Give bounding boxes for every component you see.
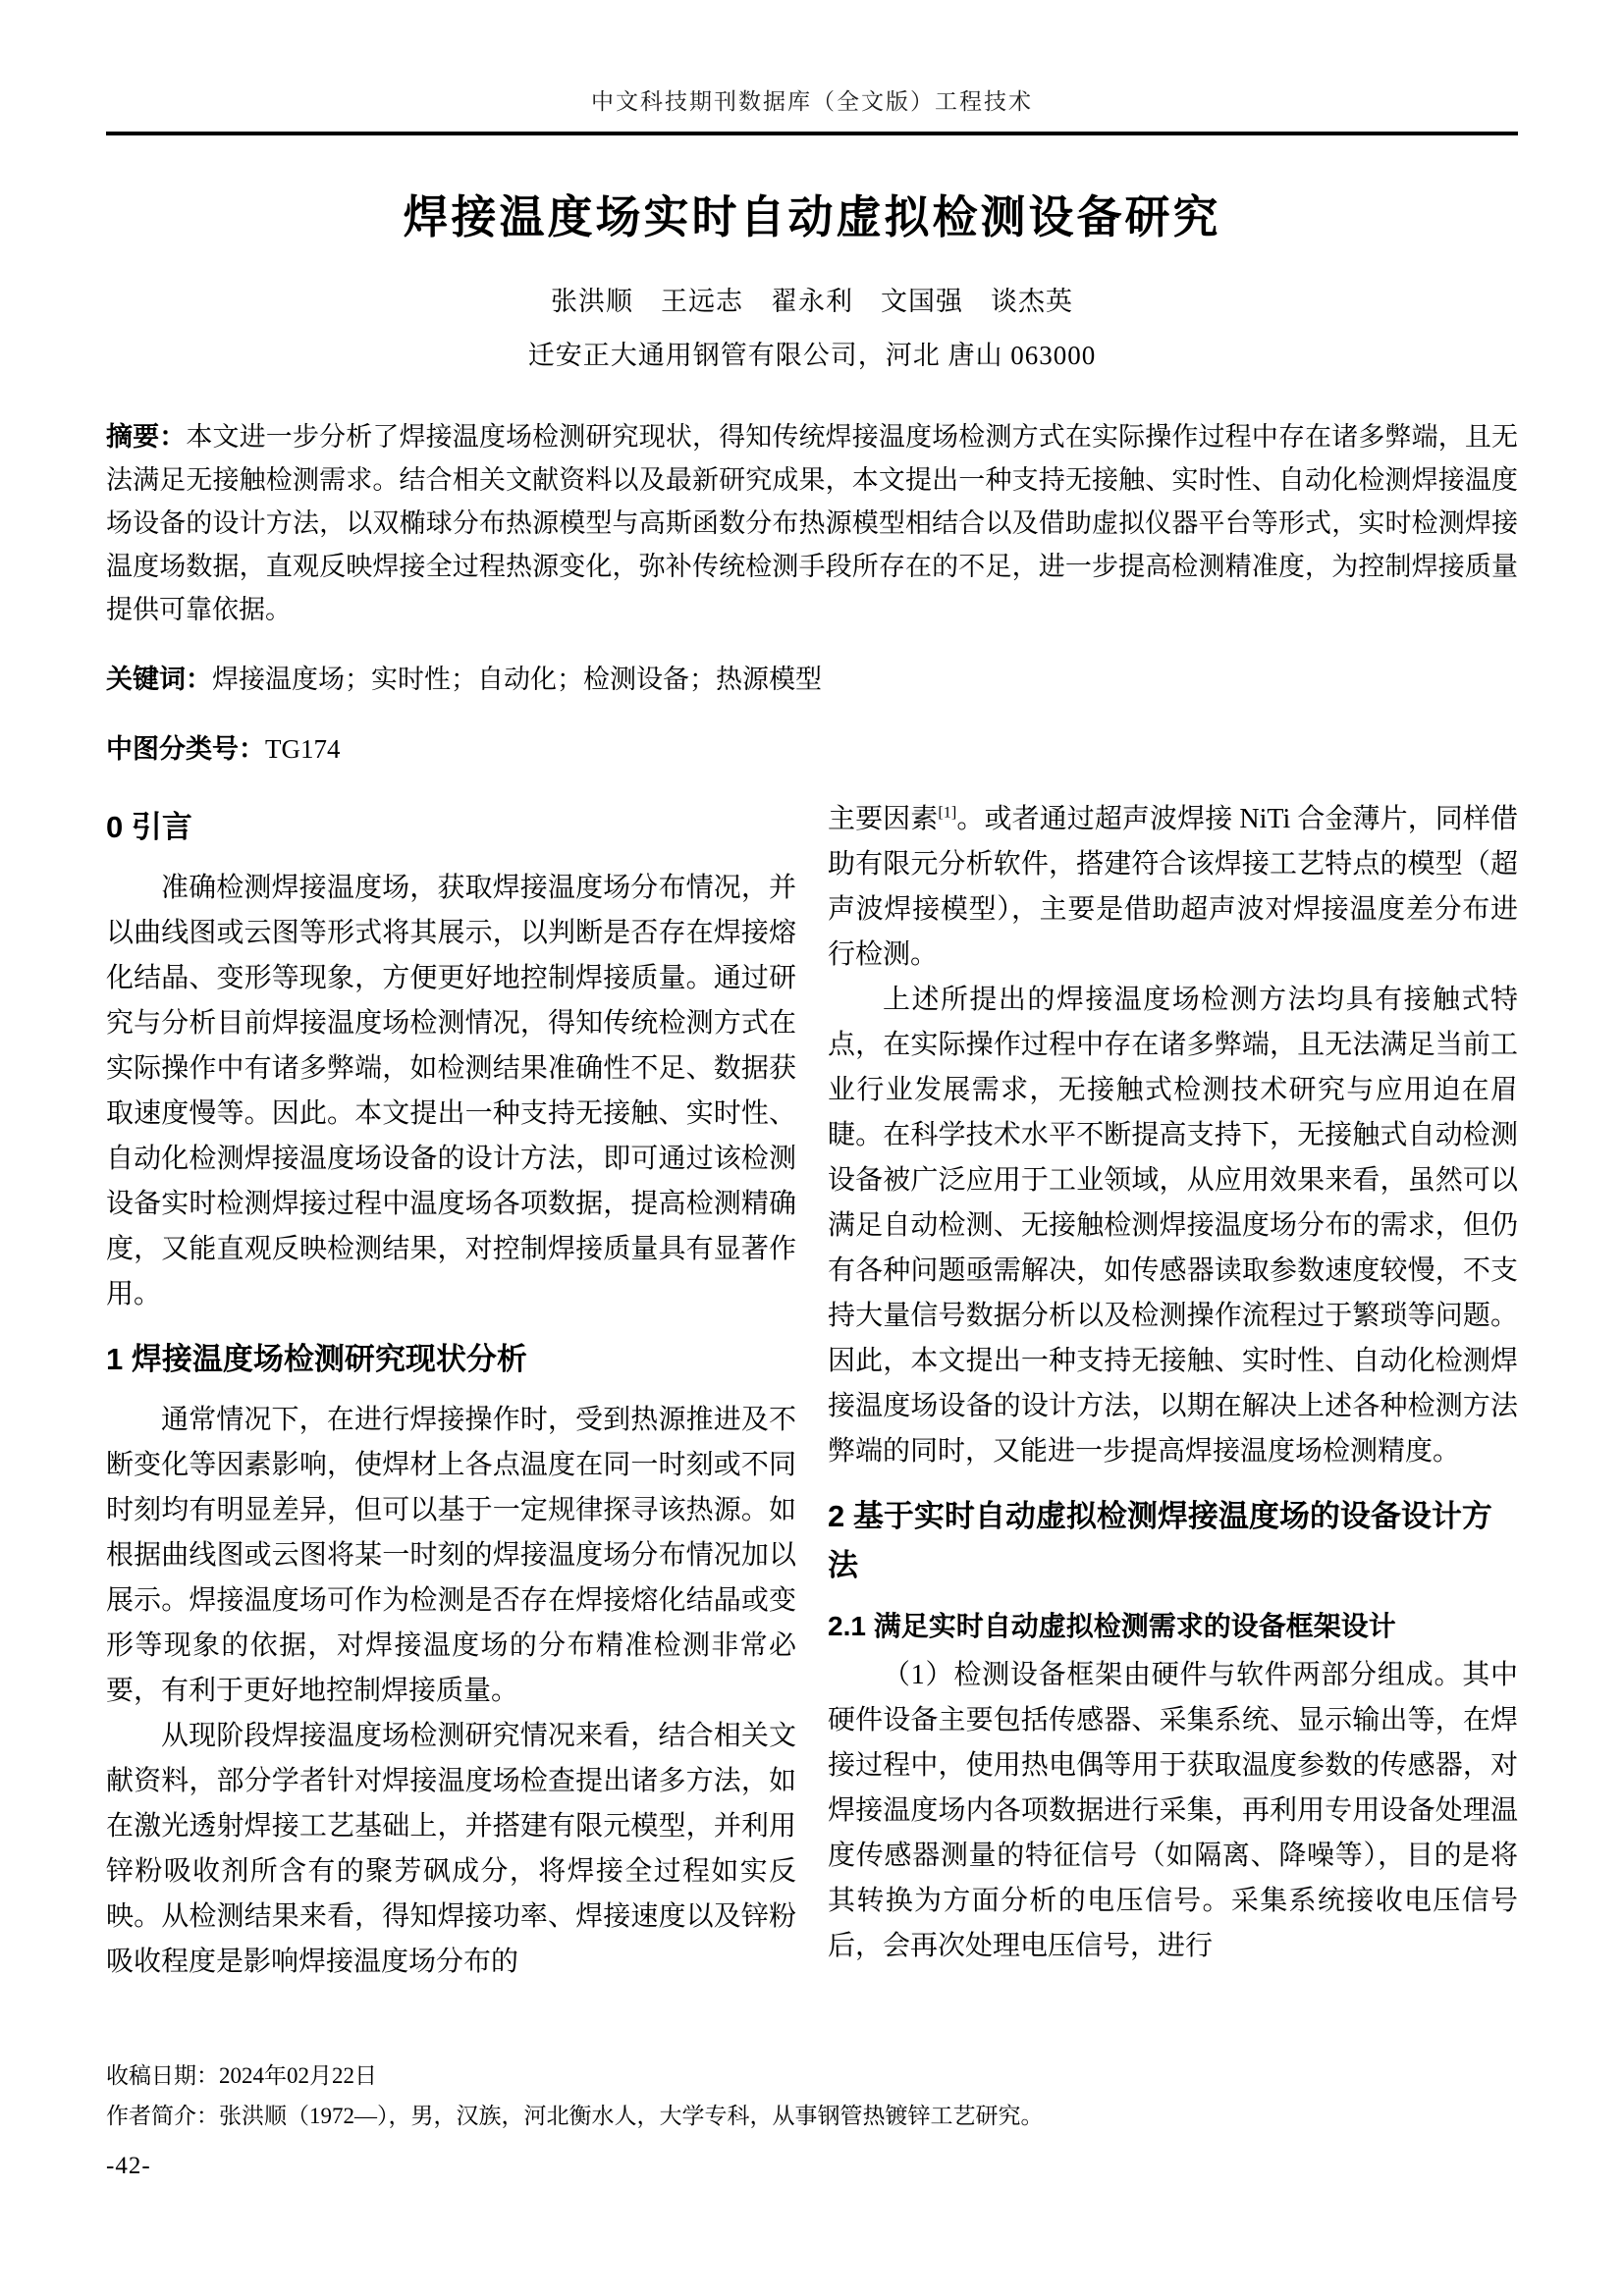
continued-text-post-citation: 。或者通过超声波焊接 NiTi 合金薄片，同样借助有限元分析软件，搭建符合该焊接工艺特点的模型（超声波焊接模型），主要是借助超声波对焊接温度差分布进行检测。 [828,804,1518,971]
received-date-line: 收稿日期：2024年02月22日 [106,2063,377,2088]
intro-paragraph: 准确检测焊接温度场，获取焊接温度场分布情况，并以曲线图或云图等形式将其展示，以判断是否存在焊接熔化结晶、变形等现象，方便更好地控制焊接质量。通过研究与分析目前焊接温度场检测情况，得知传统检测方式在实际操作中有诸多弊端，如检测结果准确性不足、数据获取速度慢等。因此。本文提出一种支持无接触、实时性、自动化检测焊接温度场设备的设计方法，即可通过该检测设备实时检测焊接过程中温度场各项数据，提高检测精确度，又能直观反映检测结果，对控制焊接质量具有显著作用。 [106,873,796,1310]
author-bio-line: 作者简介：张洪顺（1972—），男，汉族，河北衡水人，大学专科，从事钢管热镀锌工艺研究。 [106,2104,1044,2128]
section2-paragraph-1: （1）检测设备框架由硬件与软件两部分组成。其中硬件设备主要包括传感器、采集系统、显示输出等，在焊接过程中，使用热电偶等用于获取温度参数的传感器，对焊接温度场内各项数据进行采集，再利用专用设备处理温度传感器测量的特征信号（如隔离、降噪等），目的是将其转换为方面分析的电压信号。采集系统接收电压信号后，会再次处理电压信号，进行 [828,1660,1518,1962]
section1-paragraph-1: 通常情况下，在进行焊接操作时，受到热源推进及不断变化等因素影响，使焊材上各点温度在同一时刻或不同时刻均有明显差异，但可以基于一定规律探寻该热源。如根据曲线图或云图将某一时刻的焊接温度场分布情况加以展示。焊接温度场可作为检测是否存在焊接熔化结晶或变形等现象的依据，对焊接温度场的分布精准检测非常必要，有利于更好地控制焊接质量。 [106,1405,796,1707]
right-column [828,797,1518,1985]
section1-paragraph-2: 从现阶段焊接温度场检测研究情况来看，结合相关文献资料，部分学者针对焊接温度场检查提出诸多方法，如在激光透射焊接工艺基础上，并搭建有限元模型，并利用锌粉吸收剂所含有的聚芳砜成分，将焊接全过程如实反映。从检测结果来看，得知焊接功率、焊接速度以及锌粉吸收程度是影响焊接温度场分布的 [106,1721,796,1978]
affiliation-line: 迁安正大通用钢管有限公司，河北 唐山 063000 [527,341,1097,371]
left-column [106,797,796,1985]
paper-title: 焊接温度场实时自动虚拟检测设备研究 [403,191,1221,242]
subsection-heading-2-1-framework-design: 2.1 满足实时自动虚拟检测需求的设备框架设计 [828,1611,1396,1642]
keywords-label: 关键词： [106,665,212,695]
clc-label: 中图分类号： [106,734,265,765]
journal-header-line: 中文科技期刊数据库（全文版）工程技术 [591,89,1033,114]
page-footer [106,2056,1518,2186]
clc-value: TG174 [265,734,341,765]
page-number: -42- [106,2153,151,2179]
keywords-text: 焊接温度场；实时性；自动化；检测设备；热源模型 [212,665,822,695]
keywords-block [106,658,1518,701]
section1-paragraph-2-continued [828,797,1518,978]
section-heading-2-design-method: 2 基于实时自动虚拟检测焊接温度场的设备设计方法 [828,1499,1492,1583]
abstract-label: 摘要： [106,422,187,453]
section-heading-0-introduction: 0 引言 [106,810,192,845]
section1-paragraph-3: 上述所提出的焊接温度场检测方法均具有接触式特点，在实际操作过程中存在诸多弊端，且无法满足当前工业行业发展需求，无接触式检测技术研究与应用迫在眉睫。在科学技术水平不断提高支持下，无接触式自动检测设备被广泛应用于工业领域，从应用效果来看，虽然可以满足自动检测、无接触检测焊接温度场分布的需求，但仍有各种问题亟需解决，如传感器读取参数速度较慢，不支持大量信号数据分析以及检测操作流程过于繁琐等问题。因此，本文提出一种支持无接触、实时性、自动化检测焊接温度场设备的设计方法，以期在解决上述各种检测方法弊端的同时，又能进一步提高焊接温度场检测精度。 [828,985,1518,1468]
two-column-body [106,797,1518,1985]
authors-line: 张洪顺 王远志 翟永利 文国强 谈杰英 [551,287,1073,317]
section-heading-1-status-analysis: 1 焊接温度场检测研究现状分析 [106,1342,527,1377]
abstract-block [106,415,1518,631]
abstract-text: 本文进一步分析了焊接温度场检测研究现状，得知传统焊接温度场检测方式在实际操作过程中存在诸多弊端，且无法满足无接触检测需求。结合相关文献资料以及最新研究成果，本文提出一种支持无接触、实时性、自动化检测焊接温度场设备的设计方法，以双椭球分布热源模型与高斯函数分布热源模型相结合以及借助虚拟仪器平台等形式，实时检测焊接温度场数据，直观反映焊接全过程热源变化，弥补传统检测手段所存在的不足，进一步提高检测精准度，为控制焊接质量提供可靠依据。 [106,422,1519,625]
clc-block [106,727,1518,771]
continued-text-pre-citation: 主要因素 [828,804,939,835]
citation-ref-1: [1] [938,803,957,822]
header-rule [106,132,1518,135]
